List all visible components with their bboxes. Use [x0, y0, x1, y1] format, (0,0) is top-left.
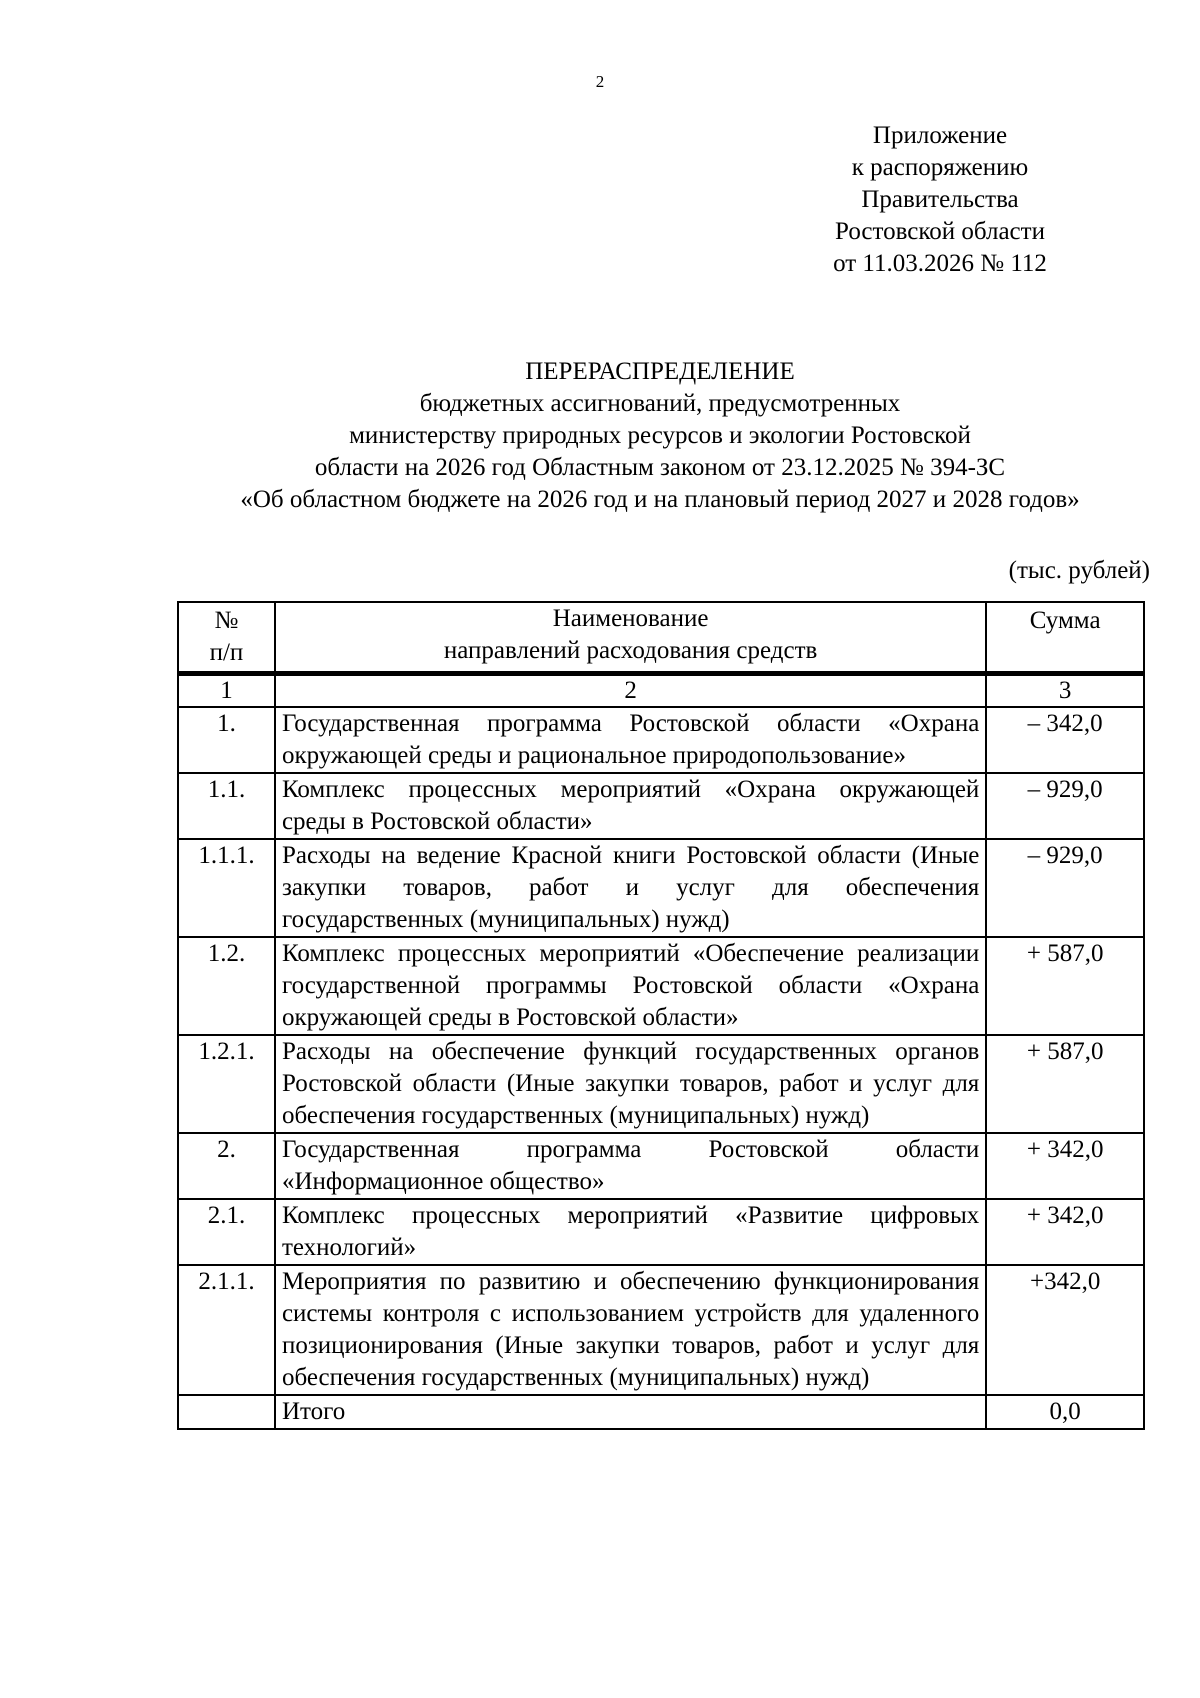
row-name: Государственная программа Ростовской области «Информационное общество» [275, 1133, 986, 1199]
title-line: «Об областном бюджете на 2026 год и на плановый период 2027 и 2028 годов» [240, 486, 1080, 513]
title-line: области на 2026 год Областным законом от 23.12.2025 № 394-ЗС [314, 454, 1006, 481]
header-number-sign: № [214, 607, 239, 634]
row-number: 1.2.1. [178, 1035, 275, 1133]
table-row [178, 1199, 1144, 1265]
appendix-line: Ростовской области [835, 218, 1045, 245]
row-sum: +342,0 [986, 1265, 1144, 1395]
row-name: Расходы на ведение Красной книги Ростовской области (Иные закупки товаров, работ и услуг для обеспечения государственных (муниципальных) нужд) [275, 839, 986, 937]
table-row [178, 1133, 1144, 1199]
header-name-line: направлений расходования средств [443, 637, 818, 664]
budget-table [177, 601, 1145, 1430]
table-row [178, 1265, 1144, 1395]
table-header-row [178, 602, 1144, 674]
table-row [178, 839, 1144, 937]
table-row [178, 707, 1144, 773]
row-number: 1.2. [178, 937, 275, 1035]
row-sum: – 342,0 [986, 707, 1144, 773]
row-name: Комплекс процессных мероприятий «Обеспечение реализации государственной программы Ростовской области «Охрана окружающей среды в Ростовской области» [275, 937, 986, 1035]
total-sum: 0,0 [986, 1395, 1144, 1429]
units-label: (тыс. рублей) [1008, 557, 1150, 584]
row-number: 1.1.1. [178, 839, 275, 937]
appendix-line: Приложение [872, 122, 1008, 149]
header-cell-sum: Сумма [986, 602, 1144, 674]
row-name: Государственная программа Ростовской области «Охрана окружающей среды и рациональное природопользование» [275, 707, 986, 773]
title-line: бюджетных ассигнований, предусмотренных [419, 390, 901, 417]
row-name: Комплекс процессных мероприятий «Охрана окружающей среды в Ростовской области» [275, 773, 986, 839]
header-name-line: Наименование [552, 605, 709, 632]
row-name: Комплекс процессных мероприятий «Развитие цифровых технологий» [275, 1199, 986, 1265]
row-name: Мероприятия по развитию и обеспечению функционирования системы контроля с использованием устройств для удаленного позиционирования (Иные закупки товаров, работ и услуг для обеспечения государственных (муниципальных) нужд) [275, 1265, 986, 1395]
row-sum: + 342,0 [986, 1133, 1144, 1199]
row-number: 1.1. [178, 773, 275, 839]
row-number: 2. [178, 1133, 275, 1199]
row-sum: + 587,0 [986, 937, 1144, 1035]
appendix-line: от 11.03.2026 № 112 [833, 250, 1047, 277]
table-row [178, 773, 1144, 839]
page-number: 2 [595, 72, 605, 91]
appendix-line: к распоряжению [851, 154, 1029, 181]
table-row [178, 937, 1144, 1035]
table-row [178, 1035, 1144, 1133]
row-sum: – 929,0 [986, 773, 1144, 839]
row-sum: + 342,0 [986, 1199, 1144, 1265]
header-cell-number [178, 602, 275, 674]
column-number-row [178, 674, 1144, 708]
row-sum: – 929,0 [986, 839, 1144, 937]
appendix-block [790, 120, 1090, 280]
row-number: 2.1.1. [178, 1265, 275, 1395]
title-heading: ПЕРЕРАСПРЕДЕЛЕНИЕ [525, 358, 795, 385]
row-sum: + 587,0 [986, 1035, 1144, 1133]
row-number: 1. [178, 707, 275, 773]
title-line: министерству природных ресурсов и экологии Ростовской [349, 422, 971, 449]
table-total-row [178, 1395, 1144, 1429]
row-name: Расходы на обеспечение функций государственных органов Ростовской области (Иные закупки товаров, работ и услуг для обеспечения государственных (муниципальных) нужд) [275, 1035, 986, 1133]
column-number: 2 [275, 674, 986, 708]
total-number-cell [178, 1395, 275, 1429]
document-title [160, 356, 1160, 516]
total-label: Итого [275, 1395, 986, 1429]
row-number: 2.1. [178, 1199, 275, 1265]
column-number: 3 [986, 674, 1144, 708]
header-number-abbr: п/п [209, 639, 244, 666]
header-cell-name [275, 602, 986, 674]
column-number: 1 [178, 674, 275, 708]
appendix-line: Правительства [861, 186, 1019, 213]
